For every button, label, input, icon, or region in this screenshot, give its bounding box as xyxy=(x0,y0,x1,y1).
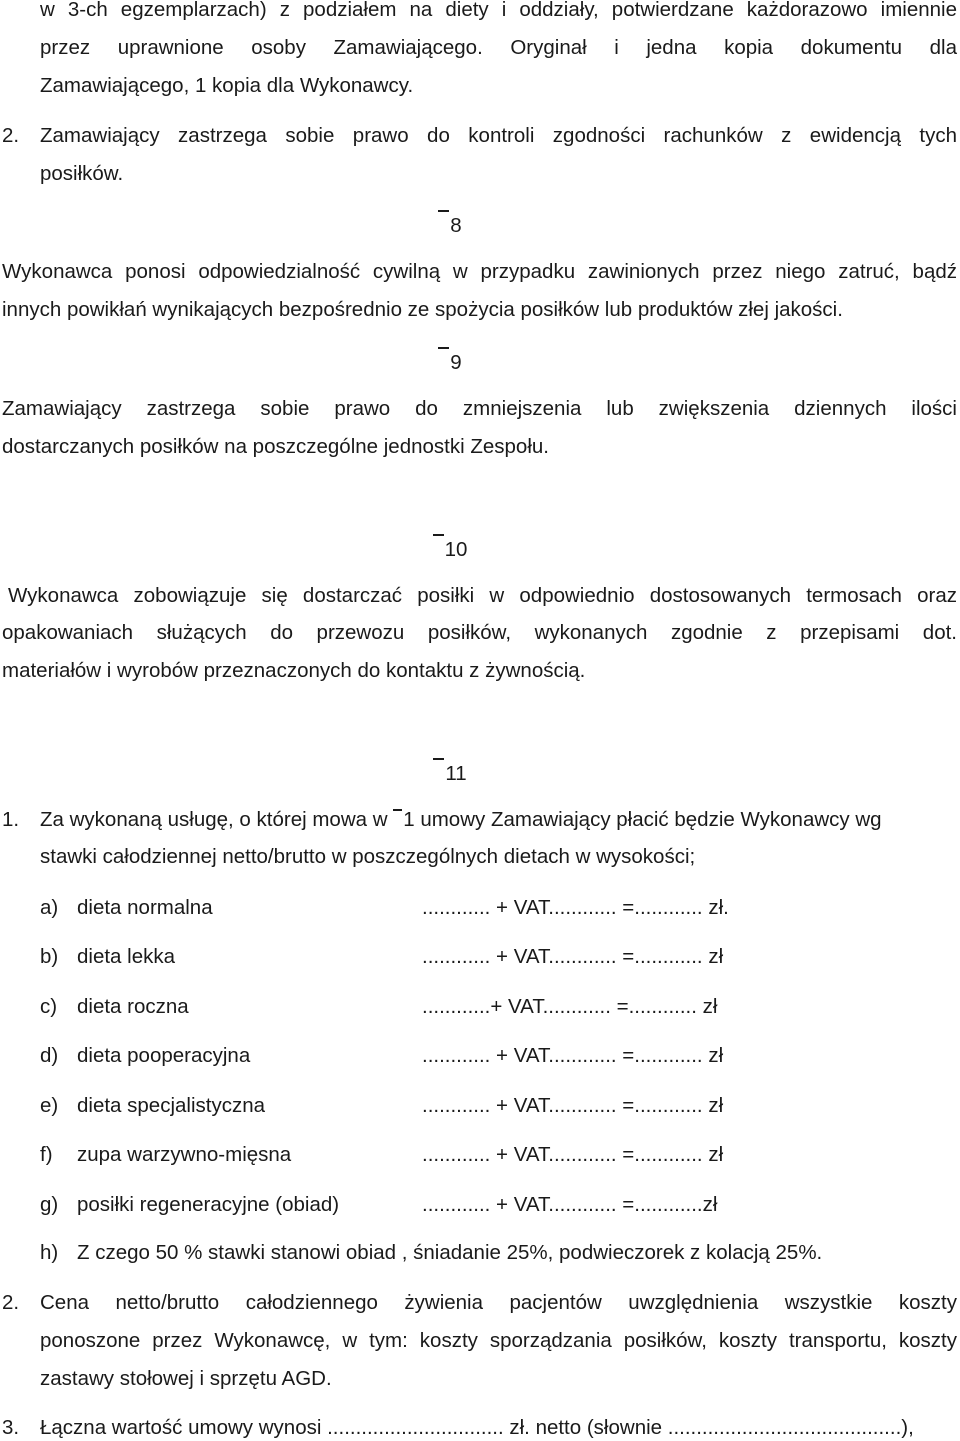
section-heading: 10 xyxy=(0,534,900,563)
item-name: dieta lekka xyxy=(77,945,176,968)
paragraph-line: innych powikłań wynikających bezpośrednio ze spożycia posiłków lub produktów złej jakości. xyxy=(2,298,843,321)
paragraph-fragment: Za wykonaną usługę, o której mowa w xyxy=(40,808,394,831)
paragraph-line: Zamawiający zastrzega sobie prawo do kontroli zgodności rachunków z ewidencją tych xyxy=(40,124,957,147)
list-letter: d) xyxy=(40,1044,59,1067)
section-sign-icon xyxy=(433,534,444,539)
section-sign-icon xyxy=(438,210,449,215)
section-heading: 8 xyxy=(0,210,900,239)
section-sign-icon xyxy=(438,347,449,352)
section-heading: 11 xyxy=(0,758,900,787)
paragraph-fragment: 1 umowy Zamawiający płacić będzie Wykonawcy wg xyxy=(403,808,882,831)
price-item xyxy=(0,895,900,921)
paragraph-line: zastawy stołowej i sprzętu AGD. xyxy=(40,1367,332,1390)
paragraph-line: Z czego 50 % stawki stanowi obiad , śniadanie 25%, podwieczorek z kolacją 25%. xyxy=(77,1241,823,1264)
item-price: ............+ VAT............ =............ zł xyxy=(422,995,718,1018)
paragraph-line: Zamawiający zastrzega sobie prawo do zmniejszenia lub zwiększenia dziennych ilości xyxy=(2,397,957,420)
list-letter: f) xyxy=(40,1143,53,1166)
item-name: dieta roczna xyxy=(77,995,189,1018)
price-item xyxy=(0,1142,900,1168)
section-heading: 9 xyxy=(0,347,900,376)
section-sign-icon xyxy=(393,809,402,811)
list-letter: a) xyxy=(40,896,59,919)
price-item xyxy=(0,1093,900,1119)
list-number: 3. xyxy=(2,1416,20,1439)
paragraph-line: w 3-ch egzemplarzach) z podziałem na diety i oddziały, potwierdzane każdorazowo imiennie xyxy=(40,0,957,21)
item-price: ............ + VAT............ =............zł xyxy=(422,1193,718,1216)
list-number: 2. xyxy=(2,124,20,147)
section-sign-icon xyxy=(433,758,444,763)
list-letter: g) xyxy=(40,1193,59,1216)
item-price: ............ + VAT............ =............ zł xyxy=(422,1044,724,1067)
list-number: 2. xyxy=(2,1291,20,1314)
paragraph-line: ponoszone przez Wykonawcę, w tym: koszty sporządzania posiłków, koszty transportu, koszty xyxy=(40,1329,957,1352)
price-item xyxy=(0,944,900,970)
paragraph-line: Cena netto/brutto całodziennego żywienia pacjentów uwzględnienia wszystkie koszty xyxy=(40,1291,957,1314)
item-name: dieta specjalistyczna xyxy=(77,1094,266,1117)
paragraph-line: Zamawiającego, 1 kopia dla Wykonawcy. xyxy=(40,74,414,97)
item-price: ............ + VAT............ =............ zł xyxy=(422,1094,724,1117)
item-price: ............ + VAT............ =............ zł xyxy=(422,1143,724,1166)
item-price: ............ + VAT............ =............ zł xyxy=(422,945,724,968)
list-letter: e) xyxy=(40,1094,59,1117)
paragraph-line xyxy=(40,807,957,833)
paragraph-line: Wykonawca ponosi odpowiedzialność cywilną w przypadku zawinionych przez niego zatruć, bądź xyxy=(2,260,957,283)
item-name: zupa warzywno-mięsna xyxy=(77,1143,292,1166)
paragraph-line: Łączna wartość umowy wynosi ............................... zł. netto (słownie .........................................), xyxy=(40,1416,914,1439)
price-item xyxy=(0,1043,900,1069)
paragraph-line: stawki całodziennej netto/brutto w poszczególnych dietach w wysokości; xyxy=(40,845,696,868)
item-price: ............ + VAT............ =............ zł. xyxy=(422,896,729,919)
list-letter: b) xyxy=(40,945,59,968)
item-name: posiłki regeneracyjne (obiad) xyxy=(77,1193,340,1216)
list-number: 1. xyxy=(2,808,20,831)
paragraph-line: przez uprawnione osoby Zamawiającego. Oryginał i jedna kopia dokumentu dla xyxy=(40,36,957,59)
price-item xyxy=(0,1192,900,1218)
price-item xyxy=(0,994,900,1020)
paragraph-line: opakowaniach służących do przewozu posiłków, wykonanych zgodnie z przepisami dot. xyxy=(2,621,957,644)
list-letter: h) xyxy=(40,1241,59,1264)
paragraph-line: posiłków. xyxy=(40,162,124,185)
item-name: dieta pooperacyjna xyxy=(77,1044,251,1067)
list-letter: c) xyxy=(40,995,58,1018)
item-name: dieta normalna xyxy=(77,896,213,919)
paragraph-line: dostarczanych posiłków na poszczególne jednostki Zespołu. xyxy=(2,435,549,458)
paragraph-line: materiałów i wyrobów przeznaczonych do kontaktu z żywnością. xyxy=(2,659,586,682)
paragraph-line: Wykonawca zobowiązuje się dostarczać posiłki w odpowiednio dostosowanych termosach oraz xyxy=(8,584,957,607)
